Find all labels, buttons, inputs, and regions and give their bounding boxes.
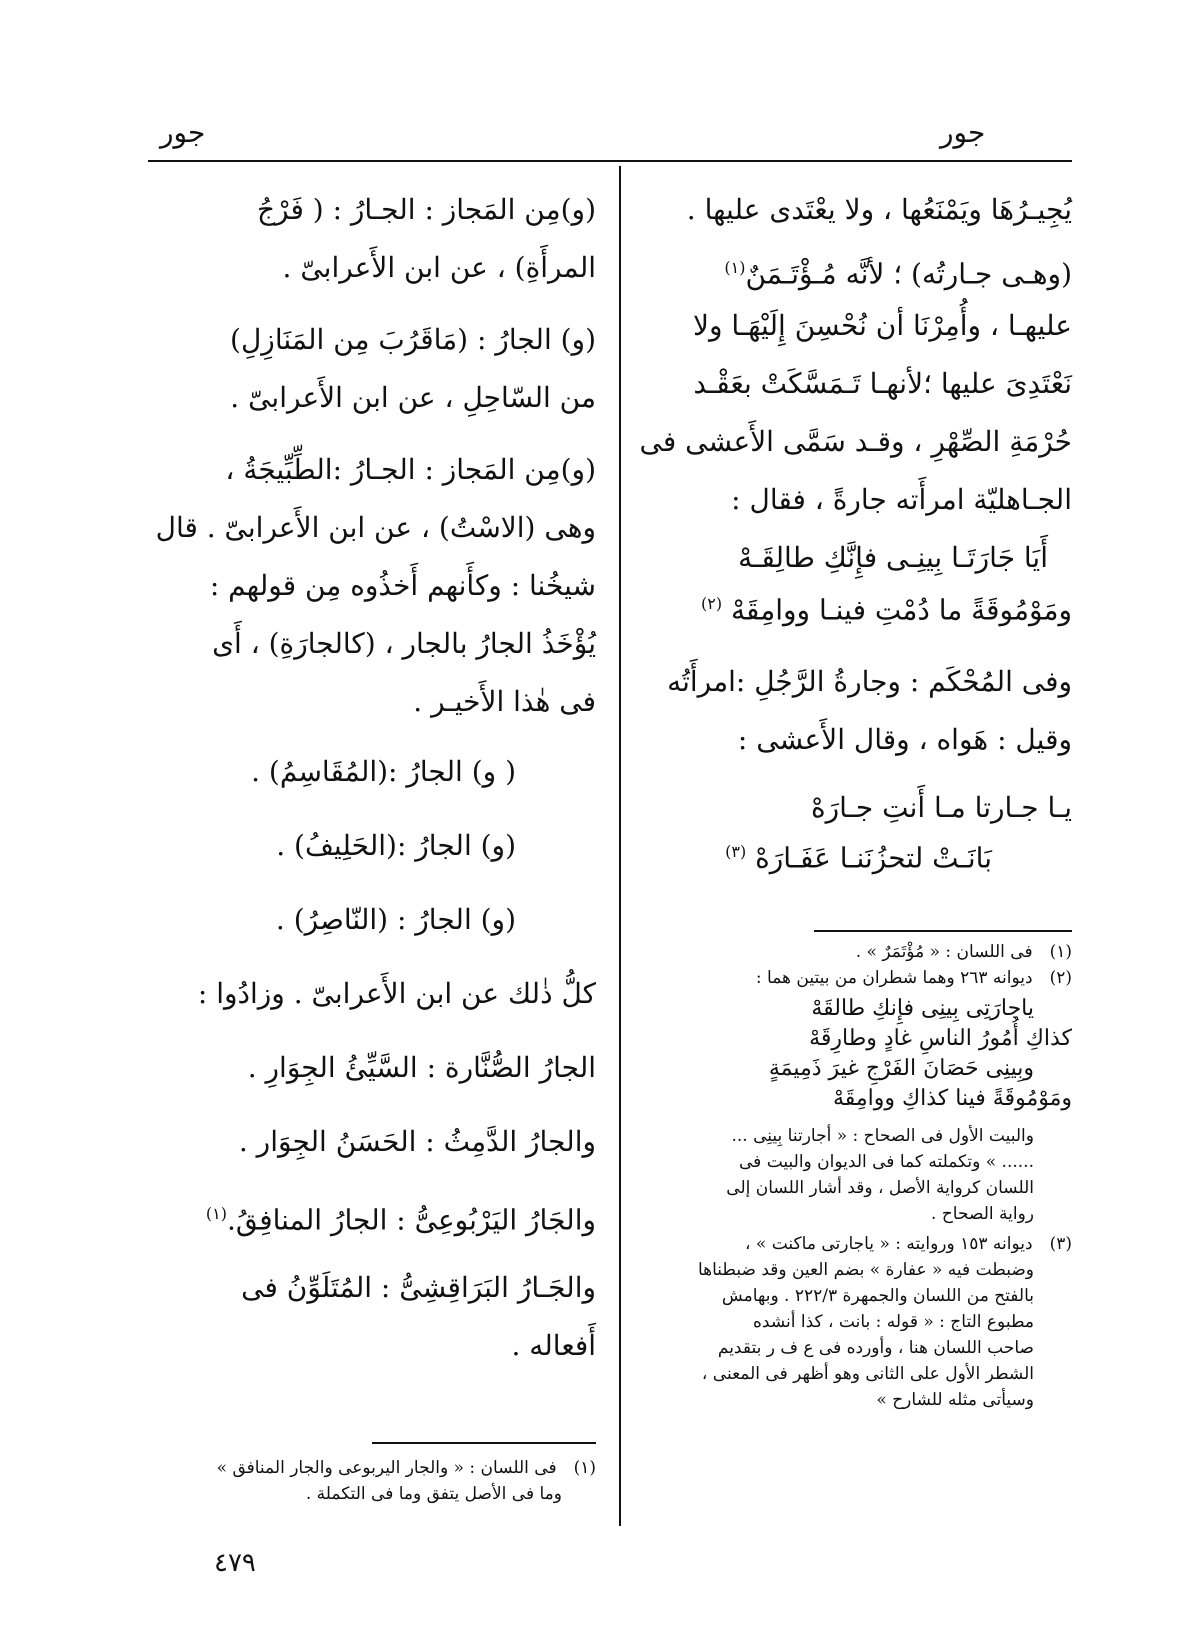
footnote-line: والبيت الأول فى الصحاح : « أجارتنا بِينِى ... (731, 1126, 1034, 1146)
verse-text: بَانَـتْ لتحزُنَنـا عَفَـارَهْ (755, 841, 992, 875)
text-line: يُجِيـرُهَا ويَمْنَعُها ، ولا يعْتَدى عليها . (686, 193, 1072, 226)
footnote-text: ديوانه ٢٦٣ وهما شطران من بيتين هما : (755, 968, 1033, 988)
text-line: (و) الجارُ : (مَاقَرُبَ مِن المَنَازِلِ) (230, 323, 596, 356)
footnote-number: (٣) (1049, 1234, 1072, 1254)
footnote-line: رواية الصحاح . (931, 1204, 1034, 1224)
footnote-text: فى اللسان : « مُؤْتَمَرٌ » . (855, 942, 1033, 962)
verse-text: ومَوْمُوقَةً ما دُمْتِ فينـا ووامِقَهْ (731, 593, 1072, 627)
text-line: عليهـا ، وأُمِرْنَا أن نُحْسِنَ إِلَيْهَـا ولا (693, 309, 1072, 342)
text-line-body: (وهـى جـارتُه) ؛ لأنَّه مُـؤْتَـمَنٌ (745, 257, 1072, 291)
column-divider (619, 166, 621, 1526)
footnote-rule (814, 930, 1072, 932)
footnote-2 (652, 966, 1072, 990)
footnote-1-left (217, 1456, 596, 1480)
text-line: من السّاحِلِ ، عن ابن الأَعرابىّ . (230, 381, 596, 414)
footnote-verse: ومَوْمُوقَةً فينا كذاكِ ووامِقَهْ (832, 1086, 1072, 1111)
verse-line: يـا جـارتا مـا أَنتِ جـارَهْ (810, 791, 1072, 824)
text-line: (و) الجارُ : (النّاصِرُ) . (275, 903, 516, 936)
footnote-marker: (١) (205, 1204, 227, 1223)
footnote-line: وسيأتى مثله للشارح » (876, 1390, 1034, 1410)
footnote-line: وما فى الأصل يتفق وما فى التكملة . (305, 1484, 562, 1504)
footnote-marker: (٢) (701, 594, 723, 613)
text-line: حُرْمَةِ الصِّهْرِ ، وقـد سَمَّى الأَعشى فى (639, 425, 1072, 458)
header-rule (148, 160, 1072, 162)
text-line: نَعْتَدِىَ عليها ؛لأنهـا تَـمَسَّكَتْ بعَقْـد (693, 367, 1072, 400)
text-line: وهى (الاسْتُ) ، عن ابن الأَعرابىّ . قال (155, 511, 596, 544)
text-line: ( و) الجارُ :(المُقَاسِمُ) . (251, 755, 516, 788)
footnote-verse: ياجارَتِى بِينِى فإِنكِ طالقَهْ (811, 996, 1034, 1021)
running-header-right: جور (940, 116, 986, 149)
text-line: شيخُنا : وكأَنهم أَخذُوه مِن قولهم : (209, 569, 596, 602)
footnote-verse: وبِينِى حَصَانَ الفَرْجِ غيرَ ذَمِيمَةٍ (768, 1056, 1034, 1081)
text-line (724, 248, 1072, 294)
text-line: وفى المُحْكَم : وجارةُ الرَّجُلِ :امرأَتُه (667, 665, 1072, 698)
text-line: (و)مِن المَجاز : الجـارُ :الطِّبِّيجَةُ ، (225, 453, 596, 486)
text-line: (و) الجارُ :(الحَلِيفُ) . (276, 829, 516, 862)
text-line: أَفعاله . (511, 1329, 596, 1362)
footnote-rule (372, 1442, 596, 1444)
page-number: ٤٧٩ (214, 1548, 256, 1578)
footnote-line: صاحب اللسان هنا ، وأورده فى ع ف ر بتقديم (717, 1338, 1034, 1358)
footnote-text: فى اللسان : « والجار اليربوعى والجار المنافق » (216, 1458, 557, 1478)
footnote-line: بالفتح من اللسان والجمهرة ٢٢٢/٣ . وبهامش (721, 1286, 1034, 1306)
footnote-line: وضبطت فيه « عفارة » بضم العين وقد ضبطناها (697, 1260, 1034, 1280)
text-line: الجـاهليّة امرأَته جارةً ، فقال : (731, 483, 1072, 516)
text-line: فى هٰذا الأَخيـر . (413, 685, 596, 718)
text-line: والجارُ الدَّمِثُ : الحَسَنُ الجِوَار . (238, 1125, 596, 1158)
text-line: وقيل : هَواه ، وقال الأَعشى : (737, 723, 1072, 756)
footnote-number: (٢) (1049, 968, 1072, 988)
verse-line (701, 584, 1072, 630)
running-header-left: جور (160, 116, 206, 149)
footnote-line: مطبوع التاج : « قوله : بانت ، كذا أنشده (753, 1312, 1034, 1332)
footnote-line: ...... » وتكملته كما فى الديوان والبيت فى (739, 1152, 1034, 1172)
text-line: والجَـارُ البَرَاقِشِىُّ : المُتَلَوِّنُ فى (241, 1271, 596, 1304)
footnote-line: اللسان كرواية الأصل ، وقد أشار اللسان إلى (726, 1178, 1034, 1198)
text-line-body: والجَارُ اليَرْبُوعِىُّ : الجارُ المنافِقُ. (226, 1203, 596, 1237)
verse-line (725, 832, 992, 878)
footnote-3 (745, 1232, 1072, 1256)
text-line: المرأَةِ) ، عن ابن الأَعرابىّ . (282, 251, 596, 284)
footnote-number: (١) (573, 1458, 596, 1478)
footnote-1 (652, 940, 1072, 964)
footnote-text: ديوانه ١٥٣ وروايته : « ياجارتى ماكنت » ، (745, 1234, 1033, 1254)
footnote-marker: (١) (724, 258, 746, 277)
text-line: يُؤْخَذُ الجارُ بالجار ، (كالجارَةِ) ، أَى (212, 627, 596, 660)
footnote-line: الشطر الأول على الثانى وهو أظهر فى المعنى ، (701, 1364, 1034, 1384)
text-line: الجارُ الصُّنَّارة : السَّيِّئُ الجِوَارِ . (247, 1051, 596, 1084)
verse-line: أَيَا جَارَتَـا بِينِـى فإِنَّكِ طالِقَـهْ (738, 541, 1048, 574)
footnote-verse: كذاكِ أُمُورُ الناسِ غادٍ وطارِقَهْ (809, 1026, 1072, 1051)
text-line: (و)مِن المَجاز : الجـارُ : ( فَرْجُ (256, 193, 596, 226)
footnote-marker: (٣) (725, 842, 747, 861)
text-line: كلُّ ذٰلك عن ابن الأَعرابىّ . وزادُوا : (197, 977, 596, 1010)
text-line (206, 1194, 596, 1240)
footnote-number: (١) (1049, 942, 1072, 962)
